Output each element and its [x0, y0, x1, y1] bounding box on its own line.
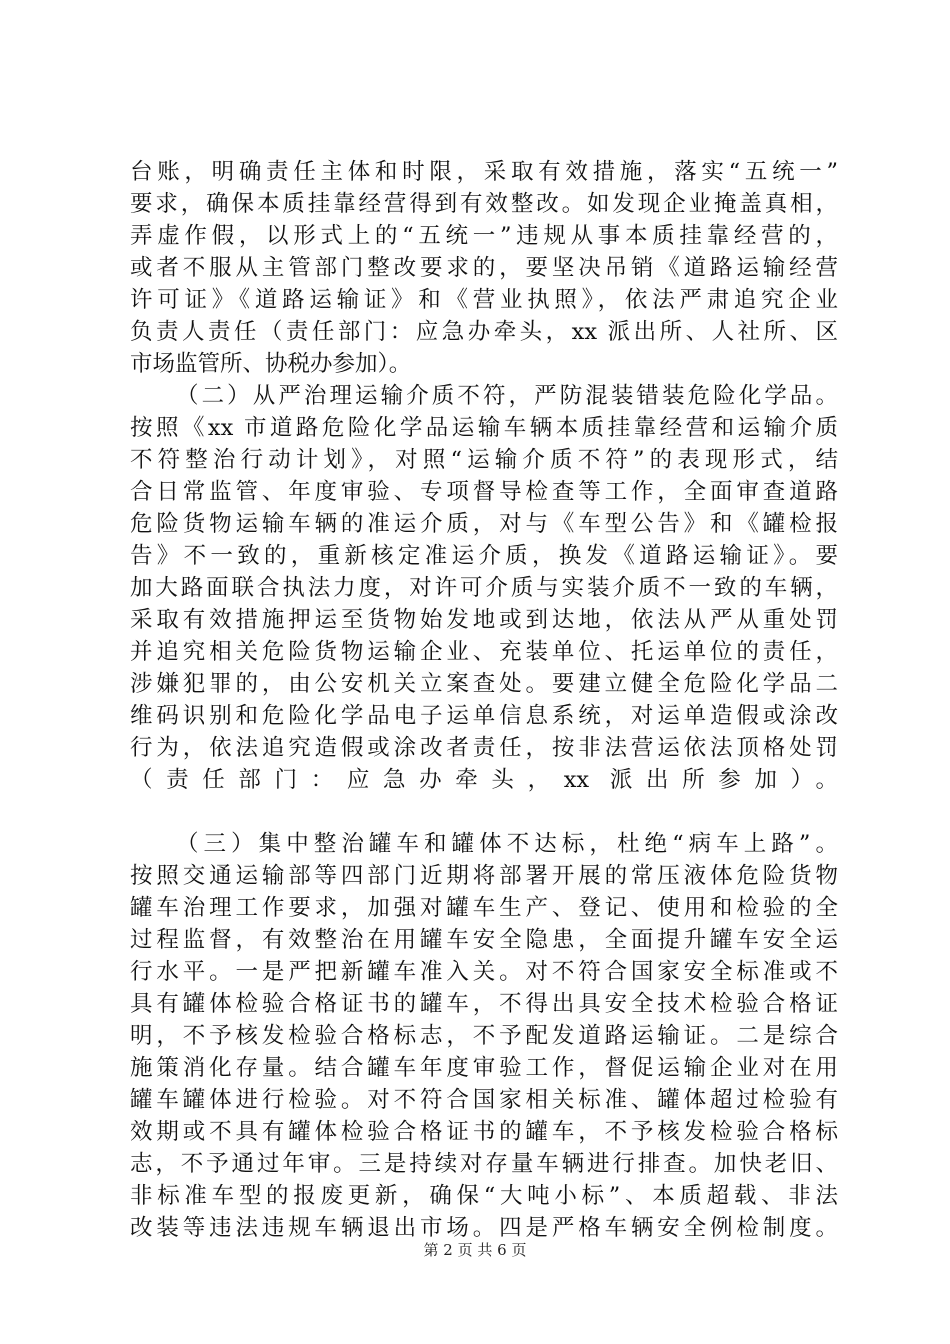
text-line: 并追究相关危险货物运输企业、充装单位、托运单位的责任，: [130, 639, 838, 665]
text-line: 弄虚作假，以形式上的“五统一”违规从事本质挂靠经营的，: [130, 223, 838, 249]
paragraph-continuation: [130, 156, 838, 380]
text-line: 采取有效措施押运至货物始发地或到达地，依法从严从重处罚: [130, 607, 838, 633]
text-line: 不符整治行动计划》，对照“运输介质不符”的表现形式，结: [130, 447, 838, 473]
paragraph-section-2: [130, 380, 838, 828]
text-line: 或者不服从主管部门整改要求的，要坚决吊销《道路运输经营: [130, 255, 838, 281]
text-line: 负责人责任（责任部门：应急办牵头，xx 派出所、人社所、区: [130, 319, 838, 345]
text-line: 效期或不具有罐体检验合格证书的罐车，不予核发检验合格标: [130, 1119, 838, 1145]
section-heading-line: （三）集中整治罐车和罐体不达标，杜绝“病车上路”。: [176, 831, 838, 857]
text-line: 施策消化存量。结合罐车年度审验工作，督促运输企业对在用: [130, 1055, 838, 1081]
text-line: 按照交通运输部等四部门近期将部署开展的常压液体危险货物: [130, 863, 838, 889]
text-line: 志，不予通过年审。三是持续对存量车辆进行排查。加快老旧、: [130, 1151, 838, 1177]
text-line: 罐车罐体进行检验。对不符合国家相关标准、罐体超过检验有: [130, 1087, 838, 1113]
text-line: 维码识别和危险化学品电子运单信息系统，对运单造假或涂改: [130, 703, 838, 729]
text-line: 行为，依法追究造假或涂改者责任，按非法营运依法顶格处罚: [130, 735, 838, 761]
text-line: 市场监管所、协税办参加）。: [130, 351, 412, 377]
text-line: 过程监督，有效整治在用罐车安全隐患，全面提升罐车安全运: [130, 927, 838, 953]
text-line: 行水平。一是严把新罐车准入关。对不符合国家安全标准或不: [130, 959, 838, 985]
text-line: [130, 796, 838, 828]
section-heading-line: （二）从严治理运输介质不符，严防混装错装危险化学品。: [176, 383, 838, 409]
text-line: 许可证》《道路运输证》和《营业执照》，依法严肃追究企业: [130, 287, 838, 313]
text-line: 台账，明确责任主体和时限，采取有效措施，落实“五统一”: [130, 159, 838, 185]
text-line: 明，不予核发检验合格标志，不予配发道路运输证。二是综合: [130, 1023, 838, 1049]
text-line: 改装等违法违规车辆退出市场。四是严格车辆安全例检制度。: [130, 1215, 838, 1241]
paragraph-section-3: [130, 828, 838, 1276]
text-line: 按照《xx 市道路危险化学品运输车辆本质挂靠经营和运输介质: [130, 415, 838, 441]
text-line: 危险货物运输车辆的准运介质，对与《车型公告》和《罐检报: [130, 511, 838, 537]
text-line: 加大路面联合执法力度，对许可介质与实装介质不一致的车辆，: [130, 575, 838, 601]
text-line: 合日常监管、年度审验、专项督导检查等工作，全面审查道路: [130, 479, 838, 505]
document-body: [130, 156, 838, 1276]
text-line: （责任部门：应急办牵头，xx 派出所参加）。: [130, 767, 838, 793]
page-number-footer: 第 2 页 共 6 页: [423, 1241, 527, 1259]
text-line: 非标准车型的报废更新，确保“大吨小标”、本质超载、非法: [130, 1183, 838, 1209]
text-line: 要求，确保本质挂靠经营得到有效整改。如发现企业掩盖真相，: [130, 191, 838, 217]
text-line: 告》不一致的，重新核定准运介质，换发《道路运输证》。要: [130, 543, 838, 569]
text-line: 涉嫌犯罪的，由公安机关立案查处。要建立健全危险化学品二: [130, 671, 838, 697]
text-line: 具有罐体检验合格证书的罐车，不得出具安全技术检验合格证: [130, 991, 838, 1017]
text-line: 罐车治理工作要求，加强对罐车生产、登记、使用和检验的全: [130, 895, 838, 921]
